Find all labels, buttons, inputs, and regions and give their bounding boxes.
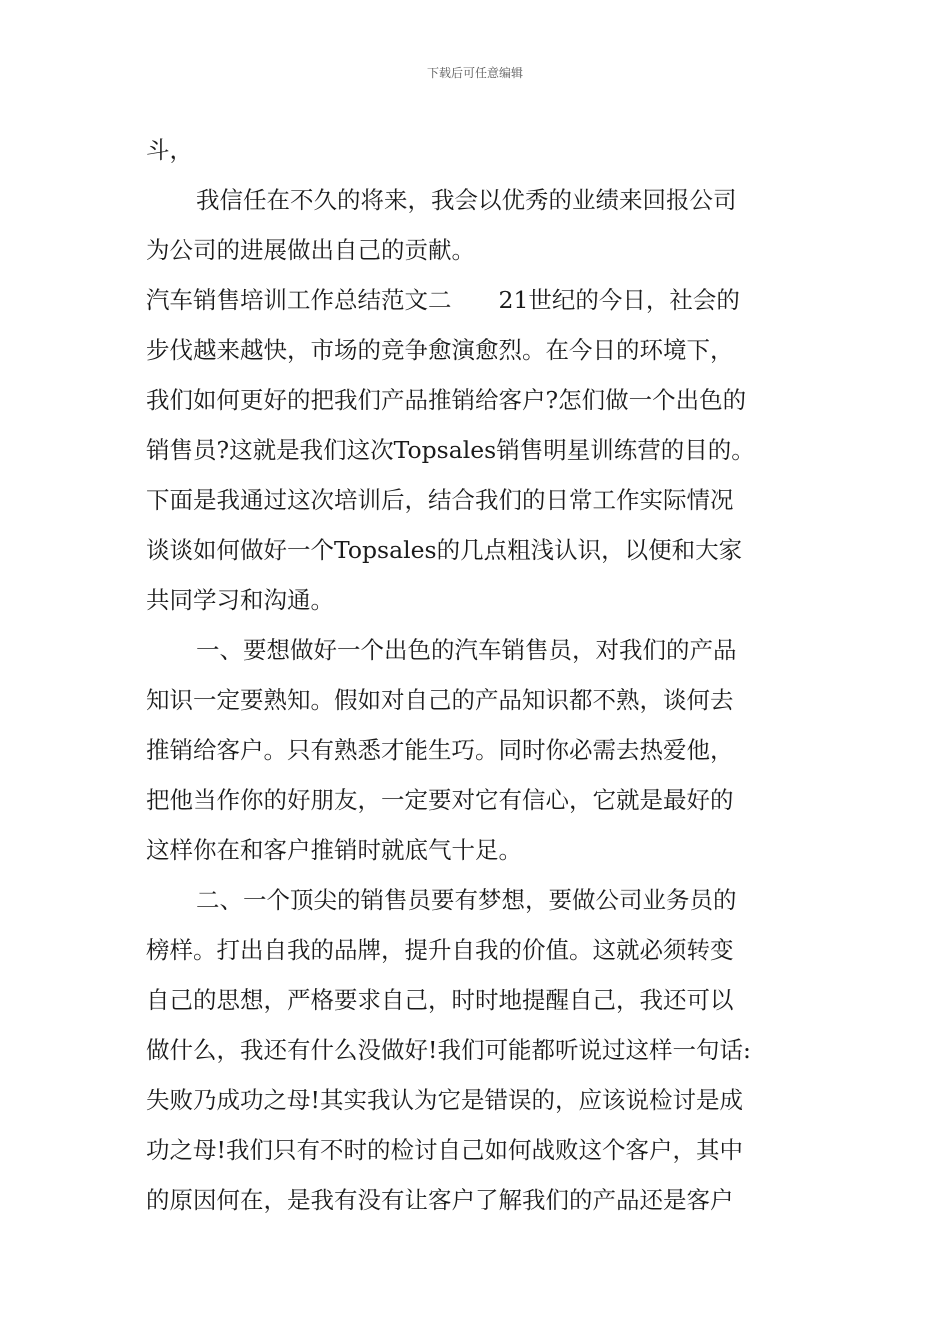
- text-line: 我信任在不久的将来，我会以优秀的业绩来回报公司: [196, 186, 737, 214]
- text-line: 功之母!我们只有不时的检讨自己如何战败这个客户，其中: [146, 1136, 743, 1164]
- text-line: 把他当作你的好朋友，一定要对它有信心，它就是最好的: [146, 786, 734, 814]
- text-line: 推销给客户。只有熟悉才能生巧。同时你必需去热爱他，: [146, 736, 734, 764]
- text-line: 自己的思想，严格要求自己，时时地提醒自己，我还可以: [146, 986, 734, 1014]
- text-line: 我们如何更好的把我们产品推销给客户?怎们做一个出色的: [146, 386, 747, 414]
- text-line: 做什么，我还有什么没做好!我们可能都听说过这样一句话:: [146, 1036, 751, 1064]
- text-line: 榜样。打出自我的品牌，提升自我的价值。这就必须转变: [146, 936, 734, 964]
- text-line: 销售员?这就是我们这次Topsales销售明星训练营的目的。: [146, 436, 755, 464]
- text-line: 失败乃成功之母!其实我认为它是错误的，应该说检讨是成: [146, 1086, 743, 1114]
- text-line: 这样你在和客户推销时就底气十足。: [146, 836, 522, 864]
- document-body: [146, 125, 826, 1225]
- text-line: 汽车销售培训工作总结范文二 21世纪的今日，社会的: [146, 286, 740, 314]
- text-line: 知识一定要熟知。假如对自己的产品知识都不熟，谈何去: [146, 686, 734, 714]
- text-line: 谈谈如何做好一个Topsales的几点粗浅认识，以便和大家: [146, 536, 743, 564]
- text-line: 一、要想做好一个出色的汽车销售员，对我们的产品: [196, 636, 737, 664]
- text-line: 共同学习和沟通。: [146, 586, 334, 614]
- text-line: 为公司的进展做出自己的贡献。: [146, 236, 475, 264]
- text-line: 的原因何在，是我有没有让客户了解我们的产品还是客户: [146, 1186, 734, 1214]
- text-line: 斗，: [146, 136, 193, 164]
- text-line: 下面是我通过这次培训后，结合我们的日常工作实际情况: [146, 486, 734, 514]
- text-line: 二、一个顶尖的销售员要有梦想，要做公司业务员的: [196, 886, 737, 914]
- page-header: 下载后可任意编辑: [426, 66, 523, 80]
- text-line: 步伐越来越快，市场的竞争愈演愈烈。在今日的环境下，: [146, 336, 734, 364]
